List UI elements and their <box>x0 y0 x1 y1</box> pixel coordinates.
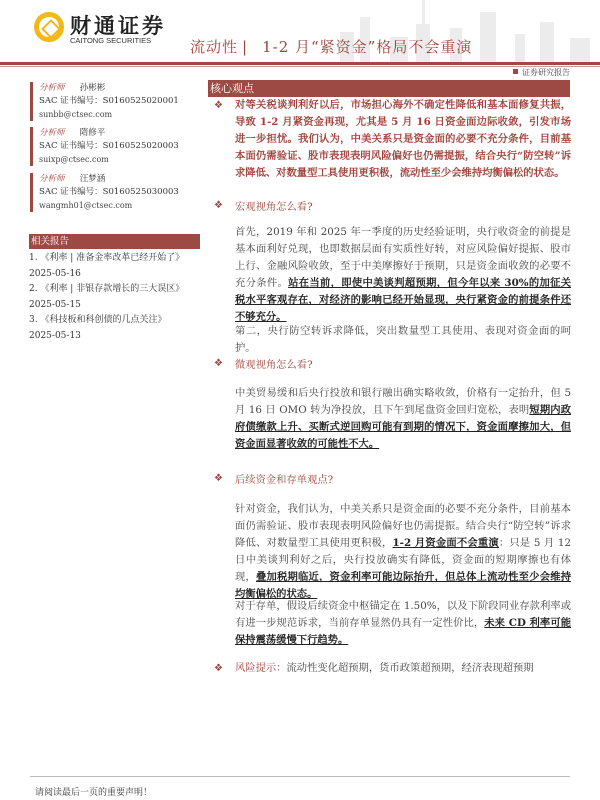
analyst-sac: SAC 证书编号：S0160525020001 <box>39 96 179 106</box>
related-report-date: 2025-05-13 <box>29 330 81 341</box>
emphasis-text: 未来 CD 利率可能保持震荡缓慢下行趋势。 <box>235 617 572 646</box>
analyst-email[interactable]: wangmh01@ctsec.com <box>39 201 133 210</box>
analyst-email[interactable]: sunbb@ctsec.com <box>39 110 113 119</box>
related-report-date: 2025-05-15 <box>29 299 81 310</box>
header-divider <box>0 62 600 65</box>
related-report-date: 2025-05-16 <box>29 268 81 279</box>
related-reports-list <box>29 251 204 344</box>
report-category: 流动性 <box>190 38 239 56</box>
report-title: 流动性 | 1-2 月“紧资金”格局不会重演 <box>190 38 473 56</box>
emphasis-text: 叠加税期临近，资金利率可能边际抬升，但总体上流动性至少会维持均衡偏松的状态。 <box>235 571 572 600</box>
macro-heading: 宏观视角怎么看? <box>235 201 313 213</box>
emphasis-text: 站在当前，即使中美谈判超预期，但今年以来 30%的加征关税水平客观存在，对经济的影响已经开始显现，央行紧资金的前提条件还不够充分。 <box>235 277 572 323</box>
diamond-bullet-icon: ❖ <box>214 200 223 211</box>
report-header <box>0 0 600 62</box>
related-reports-heading: 相关报告 <box>29 234 200 249</box>
header-divider-thin <box>0 66 600 67</box>
analyst-card: 分析师 隋修平 SAC 证书编号：S0160525020003 suixp@ctsec.com <box>30 127 200 166</box>
emphasis-text: 短期内政府债缴款上升、买断式逆回购可能有到期的情况下，资金面摩擦加大，但资金面显著收敛的可能性不大。 <box>235 404 571 450</box>
outlook-paragraph-2: 对于存单，假设后续资金中枢锚定在 1.50%，以及下阶段同业存款利率或有进一步规范诉求，当前存单显然仍具有一定性价比，未来 CD 利率可能保持震荡缓慢下行趋势。 <box>235 600 572 646</box>
logo-text-cn: 财通证券 <box>70 14 166 38</box>
outlook-heading: 后续资金和存单观点? <box>235 474 334 486</box>
analyst-sac: SAC 证书编号：S0160525030003 <box>39 187 179 197</box>
analyst-name: 孙彬彬 <box>79 83 106 93</box>
outlook-paragraph-1: 针对资金，我们认为，中美关系只是资金面的必要不充分条件，目前基本面仍需验证、股市表现表明风险偏好也仍需提振。结合央行“防空转”诉求降低、对数量型工具使用更积极，1-2 月资金面不会重演：只是 5 月 12 日中美谈判利好之后，央行投放确实有降低，资金面的短期摩擦也有体现，叠加税期临近，资金利率可能边际抬升，但总体上流动性至少会维持均衡偏松的状态。 <box>235 503 572 600</box>
macro-paragraph-2: 第二，央行防空转诉求降低，突出数量型工具使用、表现对资金面的呵护。 <box>235 325 571 354</box>
related-report-title[interactable]: 2. 《利率 | 非银存款增长的三大误区》 <box>29 284 185 294</box>
diamond-bullet-icon: ❖ <box>214 100 223 111</box>
footer-divider <box>30 776 570 777</box>
related-report-title[interactable]: 1. 《利率 | 准备金率改革已经开始了》 <box>29 253 185 263</box>
diamond-bullet-icon: ❖ <box>214 663 223 674</box>
emphasis-text: 1-2 月资金面不会重演 <box>392 537 499 549</box>
core-view-heading: 核心观点 <box>208 80 570 97</box>
analyst-name: 隋修平 <box>79 128 106 138</box>
report-headline: 1-2 月“紧资金”格局不会重演 <box>262 38 473 56</box>
analyst-card: 分析师 孙彬彬 SAC 证书编号：S0160525020001 sunbb@ctsec.com <box>30 82 200 121</box>
footer-disclaimer: 请阅读最后一页的重要声明！ <box>35 788 153 798</box>
analyst-card: 分析师 汪梦涵 SAC 证书编号：S0160525030003 wangmh01@ctsec.com <box>30 173 200 212</box>
risk-label: 风险提示： <box>235 662 287 674</box>
macro-paragraph-1: 首先，2019 年和 2025 年一季度的历史经验证明，央行收资金的前提是基本面利好兑现，也即数据层面有实质性好转，对应风险偏好提振、股市上行、金融风险收敛，至于中美摩擦好于预期，只是资金面收敛的必要不充分条件。站在当前，即使中美谈判超预期，但今年以来 30%的加征关税水平客观存在，对经济的影响已经开始显现，央行紧资金的前提条件还不够充分。 <box>235 226 572 323</box>
caitong-logo-icon <box>34 12 64 42</box>
micro-heading: 微观视角怎么看? <box>235 359 313 371</box>
analyst-name: 汪梦涵 <box>79 174 106 184</box>
risk-warning: 风险提示：流动性变化超预期，货币政策超预期，经济表现超预期 <box>235 662 534 674</box>
diamond-bullet-icon: ❖ <box>214 473 223 484</box>
core-view-text: 对等关税谈判利好以后，市场担心海外不确定性降低和基本面修复共振，导致 1-2 月紧资金再现，尤其是 5 月 16 日资金面边际收敛，引发市场进一步担忧。我们认为，中美关系只是资金面的必要不充分条件，目前基本面仍需验证、股市表现表明风险偏好也仍需提振，结合央行“防空转”诉求降低、对数量型工具使用更积极，流动性至少会维持均衡偏松的状态。 <box>235 99 571 179</box>
related-report-title[interactable]: 3. 《科技板和科创债的几点关注》 <box>29 315 167 325</box>
logo-text-en: CAITONG SECURITIES <box>70 36 152 45</box>
micro-paragraph: 中美贸易缓和后央行投放和银行融出确实略收敛，价格有一定抬升，但 5 月 16 日 OMO 转为净投放，且下午到尾盘资金回归宽松，表明短期内政府债缴款上升、买断式逆回购可能有到期的情况下，资金面摩擦加大，但资金面显著收敛的可能性不大。 <box>235 387 571 450</box>
report-type-label: 证券研究报告 <box>513 68 570 78</box>
diamond-bullet-icon: ❖ <box>214 358 223 369</box>
analyst-email[interactable]: suixp@ctsec.com <box>39 155 109 164</box>
analyst-sac: SAC 证书编号：S0160525020003 <box>39 141 179 151</box>
